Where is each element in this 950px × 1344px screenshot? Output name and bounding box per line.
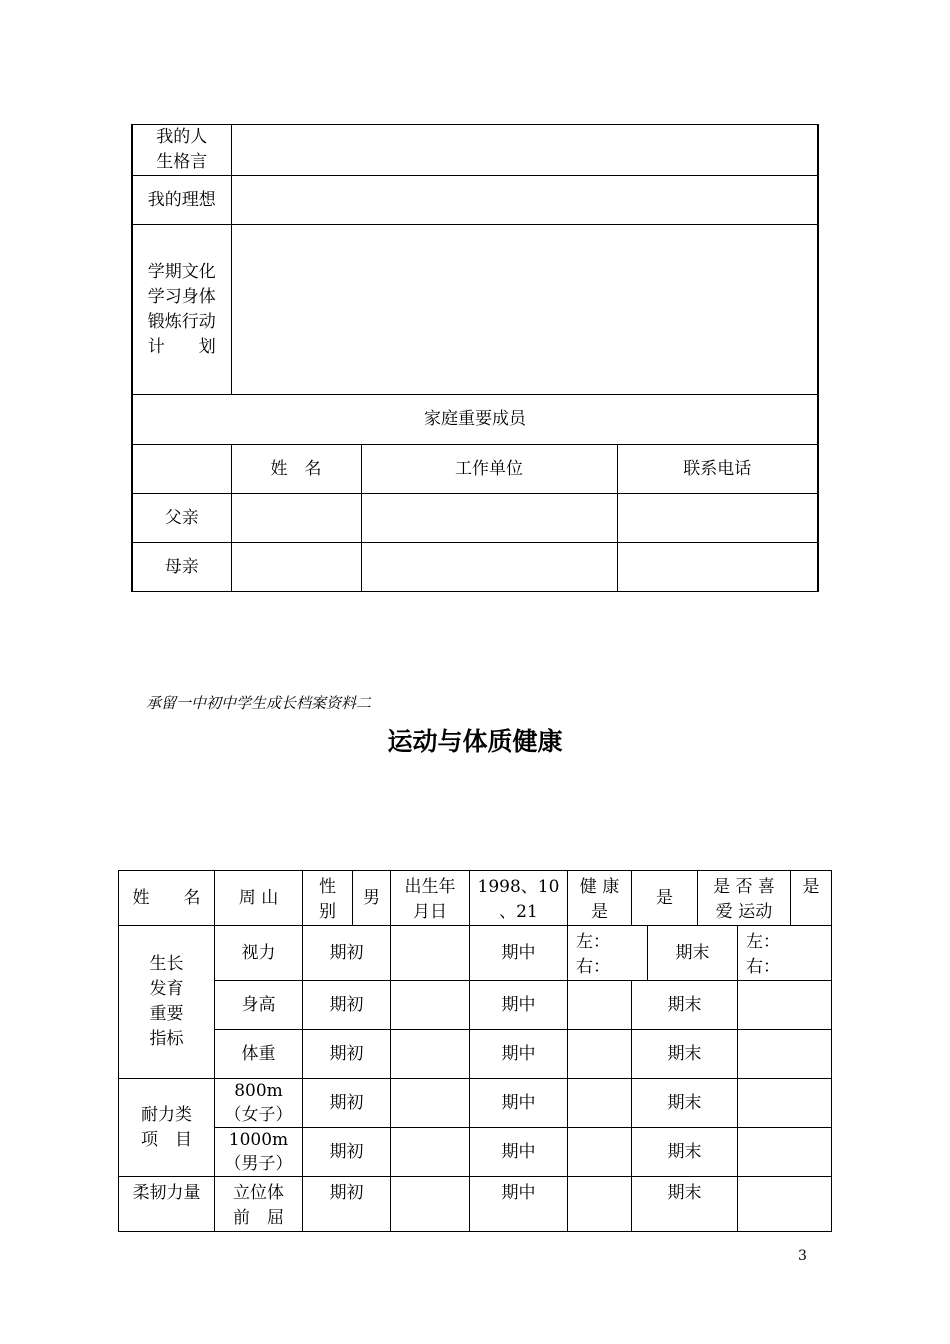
ideal-field[interactable] bbox=[231, 176, 818, 225]
sit-reach-end-label: 期末 bbox=[632, 1177, 738, 1232]
flex-group-label: 柔韧力量 bbox=[119, 1177, 215, 1232]
vision-end-field[interactable]: 左： 右： bbox=[738, 926, 832, 981]
weight-start-field[interactable] bbox=[391, 1030, 470, 1079]
motto-field[interactable] bbox=[231, 125, 818, 176]
run-1000-start-label: 期初 bbox=[303, 1128, 391, 1177]
run-800-middle-label: 期中 bbox=[470, 1079, 568, 1128]
page-number: 3 bbox=[798, 1248, 807, 1264]
plan-label-line: 计 划 bbox=[147, 336, 216, 357]
run-1000-label: 1000m （男子） bbox=[215, 1128, 303, 1177]
birth-value[interactable]: 1998、10 、21 bbox=[470, 871, 568, 926]
vision-start-field[interactable] bbox=[391, 926, 470, 981]
run-800-start-label: 期初 bbox=[303, 1079, 391, 1128]
run-1000-middle-label: 期中 bbox=[470, 1128, 568, 1177]
vision-middle-field[interactable]: 左： 右： bbox=[568, 926, 648, 981]
vision-start-label: 期初 bbox=[303, 926, 391, 981]
motto-label: 我的人 生格言 bbox=[132, 125, 231, 176]
ideal-label: 我的理想 bbox=[132, 176, 231, 225]
father-work-field[interactable] bbox=[361, 494, 617, 543]
run-800-end-field[interactable] bbox=[738, 1079, 832, 1128]
sit-reach-middle-label: 期中 bbox=[470, 1177, 568, 1232]
vision-middle-label: 期中 bbox=[470, 926, 568, 981]
run-800-middle-field[interactable] bbox=[568, 1079, 632, 1128]
likes-sport-label: 是 否 喜 爱 运动 bbox=[698, 871, 791, 926]
col-name-header: 姓 名 bbox=[231, 445, 361, 494]
weight-end-label: 期末 bbox=[632, 1030, 738, 1079]
plan-label-line: 锻炼行动 bbox=[147, 311, 216, 332]
vision-label: 视力 bbox=[215, 926, 303, 981]
col-phone-header: 联系电话 bbox=[617, 445, 818, 494]
birth-label: 出生年 月日 bbox=[391, 871, 470, 926]
sit-reach-middle-field[interactable] bbox=[568, 1177, 632, 1232]
weight-middle-field[interactable] bbox=[568, 1030, 632, 1079]
healthy-label: 健 康 是 bbox=[568, 871, 632, 926]
height-start-field[interactable] bbox=[391, 981, 470, 1030]
gender-label: 性 别 bbox=[303, 871, 353, 926]
plan-label-line: 学期文化 bbox=[147, 261, 216, 282]
col-work-header: 工作单位 bbox=[361, 445, 617, 494]
height-middle-field[interactable] bbox=[568, 981, 632, 1030]
height-end-field[interactable] bbox=[738, 981, 832, 1030]
mother-work-field[interactable] bbox=[361, 543, 617, 592]
height-middle-label: 期中 bbox=[470, 981, 568, 1030]
growth-group-label: 生长 发育 重要 指标 bbox=[119, 926, 215, 1079]
endurance-group-label: 耐力类 项 目 bbox=[119, 1079, 215, 1177]
sit-reach-label: 立位体 前 屈 bbox=[215, 1177, 303, 1232]
run-1000-end-field[interactable] bbox=[738, 1128, 832, 1177]
run-800-end-label: 期末 bbox=[632, 1079, 738, 1128]
run-1000-end-label: 期末 bbox=[632, 1128, 738, 1177]
weight-label: 体重 bbox=[215, 1030, 303, 1079]
weight-start-label: 期初 bbox=[303, 1030, 391, 1079]
mother-name-field[interactable] bbox=[231, 543, 361, 592]
family-header: 家庭重要成员 bbox=[132, 395, 818, 445]
document-subtitle: 承留一中初中学生成长档案资料二 bbox=[146, 694, 372, 712]
run-1000-start-field[interactable] bbox=[391, 1128, 470, 1177]
run-1000-middle-field[interactable] bbox=[568, 1128, 632, 1177]
father-phone-field[interactable] bbox=[617, 494, 818, 543]
likes-sport-value[interactable]: 是 bbox=[791, 871, 832, 926]
page-title: 运动与体质健康 bbox=[387, 727, 563, 756]
run-800-label: 800m （女子） bbox=[215, 1079, 303, 1128]
height-start-label: 期初 bbox=[303, 981, 391, 1030]
name-label: 姓 名 bbox=[119, 871, 215, 926]
mother-label: 母亲 bbox=[132, 543, 231, 592]
father-label: 父亲 bbox=[132, 494, 231, 543]
father-name-field[interactable] bbox=[231, 494, 361, 543]
personal-info-table bbox=[131, 124, 819, 592]
healthy-value[interactable]: 是 bbox=[632, 871, 698, 926]
run-800-start-field[interactable] bbox=[391, 1079, 470, 1128]
weight-end-field[interactable] bbox=[738, 1030, 832, 1079]
weight-middle-label: 期中 bbox=[470, 1030, 568, 1079]
sit-reach-start-field[interactable] bbox=[391, 1177, 470, 1232]
height-end-label: 期末 bbox=[632, 981, 738, 1030]
vision-end-label: 期末 bbox=[648, 926, 738, 981]
sit-reach-start-label: 期初 bbox=[303, 1177, 391, 1232]
empty-corner-cell bbox=[132, 445, 231, 494]
mother-phone-field[interactable] bbox=[617, 543, 818, 592]
height-label: 身高 bbox=[215, 981, 303, 1030]
plan-label-line: 学习身体 bbox=[147, 286, 216, 307]
plan-field[interactable] bbox=[231, 225, 818, 395]
name-value[interactable]: 周 山 bbox=[215, 871, 303, 926]
health-table bbox=[118, 870, 832, 1232]
gender-value[interactable]: 男 bbox=[353, 871, 391, 926]
plan-label bbox=[132, 225, 231, 395]
sit-reach-end-field[interactable] bbox=[738, 1177, 832, 1232]
